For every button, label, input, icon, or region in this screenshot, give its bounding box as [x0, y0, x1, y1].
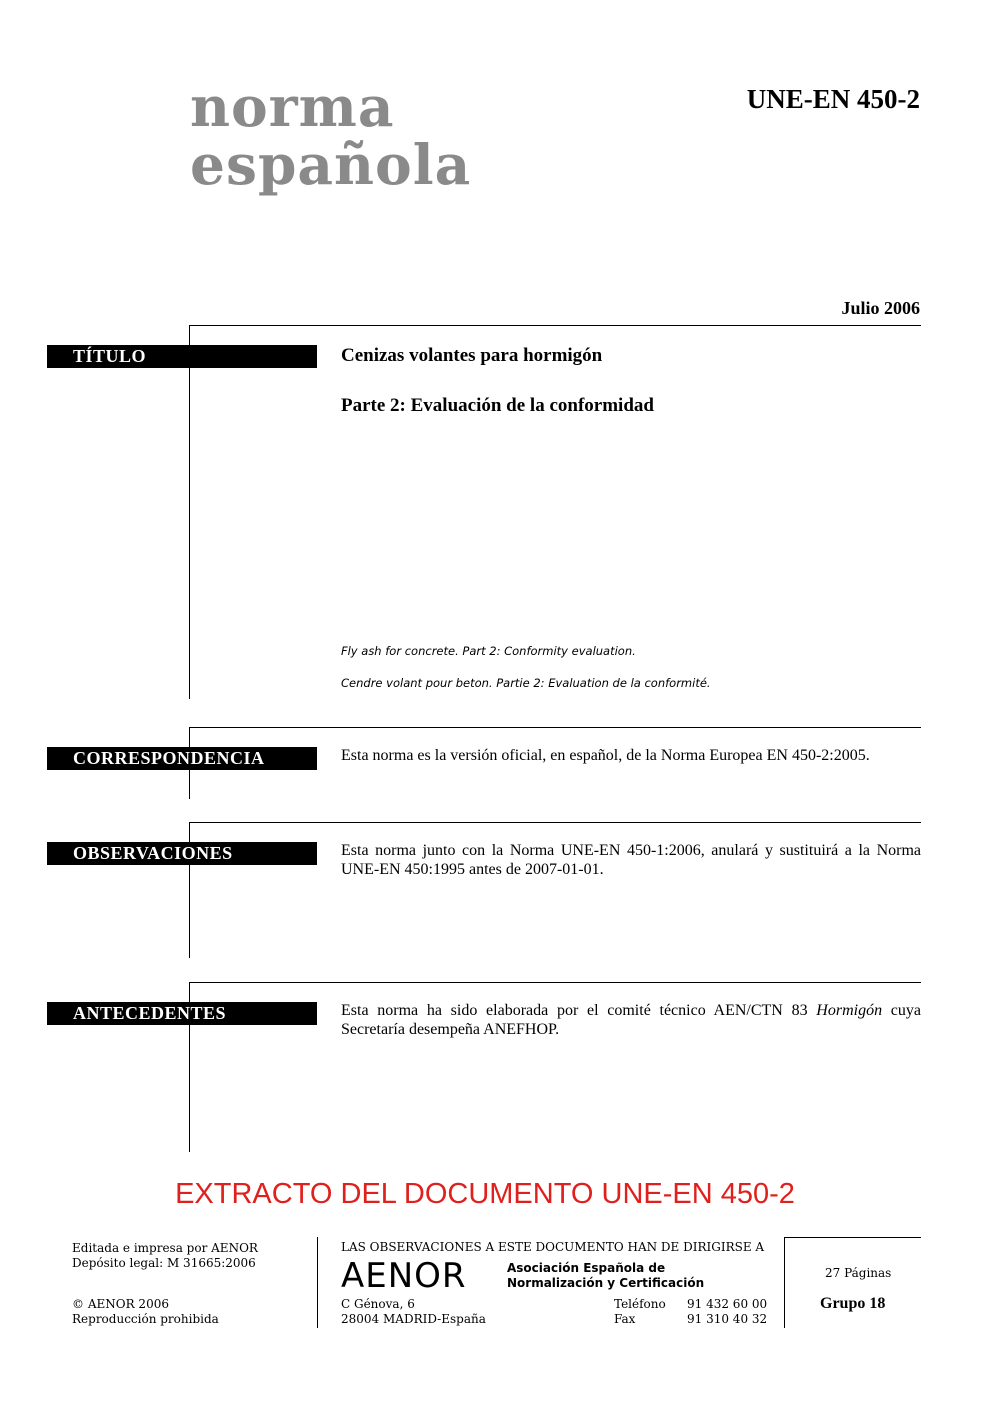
footer-deposit: Depósito legal: M 31665:2006: [72, 1256, 256, 1270]
brand-line-1: norma: [190, 74, 395, 139]
footer-copyright-block: [72, 1297, 219, 1327]
observaciones-label: OBSERVACIONES: [47, 842, 317, 865]
correspondencia-label: CORRESPONDENCIA: [47, 747, 317, 770]
title-english: Fly ash for concrete. Part 2: Conformity evaluation.: [341, 644, 636, 658]
price-group: Grupo 18: [820, 1295, 886, 1312]
address-line-1: C Génova, 6: [341, 1297, 415, 1311]
title-part: Parte 2: Evaluación de la conformidad: [341, 395, 654, 416]
observaciones-text: Esta norma junto con la Norma UNE-EN 450-1:2006, anulará y sustituirá a la Norma UNE-EN 450:1995 antes de 2007-01-01.: [341, 842, 921, 878]
address-line-2: 28004 MADRID-España: [341, 1312, 486, 1326]
footer-address: [341, 1297, 486, 1327]
assoc-line-2: Normalización y Certificación: [507, 1276, 705, 1290]
antecedentes-text-start: Esta norma ha sido elaborada por el comité técnico AEN/CTN 83: [341, 1002, 817, 1019]
footer-contact-labels: [614, 1297, 666, 1327]
antecedentes-label: ANTECEDENTES: [47, 1002, 317, 1025]
titulo-side-rule: [189, 325, 190, 699]
standard-code: UNE-EN 450-2: [746, 84, 920, 114]
footer-edition-block: [72, 1241, 258, 1271]
footer-edited: Editada e impresa por AENOR: [72, 1241, 258, 1255]
footer-observations-notice: LAS OBSERVACIONES A ESTE DOCUMENTO HAN DE DIRIGIRSE A: [341, 1240, 765, 1254]
titulo-top-rule: [190, 325, 921, 326]
aenor-association: [507, 1261, 704, 1291]
titulo-label: TÍTULO: [47, 345, 317, 368]
observaciones-top-rule: [190, 822, 921, 823]
antecedentes-committee-name: Hormigón: [816, 1002, 883, 1019]
extract-notice: EXTRACTO DEL DOCUMENTO UNE-EN 450-2: [175, 1178, 795, 1210]
assoc-line-1: Asociación Española de: [507, 1261, 666, 1275]
footer-divider-left: [317, 1237, 318, 1328]
aenor-logo: AENOR: [341, 1256, 467, 1296]
phone-label: Teléfono: [614, 1297, 666, 1311]
phone-value: 91 432 60 00: [687, 1297, 768, 1311]
footer-copyright: © AENOR 2006: [72, 1297, 169, 1311]
fax-value: 91 310 40 32: [687, 1312, 768, 1326]
publication-date: Julio 2006: [841, 298, 920, 318]
fax-label: Fax: [614, 1312, 636, 1326]
footer-contact-values: [687, 1297, 767, 1327]
brand-line-2: española: [190, 132, 472, 197]
title-french: Cendre volant pour beton. Partie 2: Evaluation de la conformité.: [341, 676, 711, 690]
antecedentes-text: [341, 1001, 921, 1039]
footer-reproduction: Reproducción prohibida: [72, 1312, 219, 1326]
correspondencia-text: Esta norma es la versión oficial, en español, de la Norma Europea EN 450-2:2005.: [341, 747, 870, 764]
page-count: 27 Páginas: [825, 1266, 892, 1280]
brand-title: [190, 74, 472, 197]
footer-box-side-rule: [784, 1237, 785, 1328]
antecedentes-text-end: cuya Secretaría desempeña ANEFHOP.: [341, 1002, 921, 1038]
correspondencia-top-rule: [190, 727, 921, 728]
antecedentes-top-rule: [190, 982, 921, 983]
title-main: Cenizas volantes para hormigón: [341, 345, 603, 366]
footer-box-top-rule: [785, 1237, 921, 1238]
